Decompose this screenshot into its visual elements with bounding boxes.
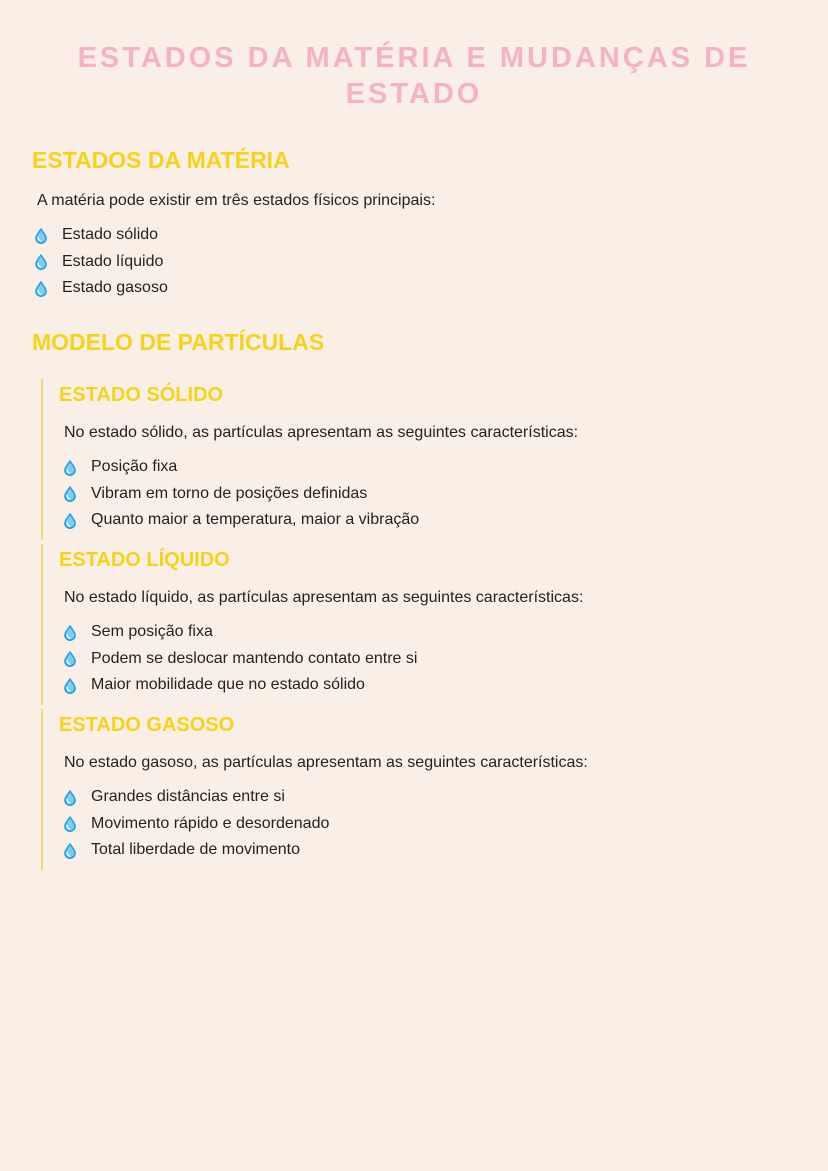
estados-intro: A matéria pode existir em três estados físicos principais: (37, 192, 436, 209)
droplet-icon (63, 512, 77, 529)
liquido-intro: No estado líquido, as partículas apresentam as seguintes características: (64, 589, 584, 606)
gasoso-list (63, 784, 329, 864)
list-item: Podem se deslocar mantendo contato entre si (63, 646, 417, 673)
solido-list (63, 454, 419, 534)
solido-intro: No estado sólido, as partículas apresentam as seguintes características: (64, 424, 579, 441)
list-item: Sem posição fixa (63, 619, 417, 646)
droplet-icon (63, 815, 77, 832)
list-item: Posição fixa (63, 454, 419, 481)
droplet-icon (63, 677, 77, 694)
droplet-icon (34, 253, 48, 270)
subsection-heading-gasoso: ESTADO GASOSO (59, 714, 235, 736)
liquido-list (63, 619, 417, 699)
section-heading-modelo: MODELO DE PARTÍCULAS (32, 329, 325, 355)
list-item: Quanto maior a temperatura, maior a vibração (63, 507, 419, 534)
droplet-icon (34, 227, 48, 244)
list-item: Total liberdade de movimento (63, 837, 329, 864)
droplet-icon (34, 280, 48, 297)
estados-list (34, 222, 168, 302)
droplet-icon (63, 842, 77, 859)
subsection-heading-liquido: ESTADO LÍQUIDO (59, 549, 230, 571)
droplet-icon (63, 650, 77, 667)
list-item: Estado gasoso (34, 275, 168, 302)
subsection-liquido (41, 544, 743, 705)
droplet-icon (63, 624, 77, 641)
subsection-gasoso (41, 709, 743, 870)
list-item: Vibram em torno de posições definidas (63, 481, 419, 508)
gasoso-intro: No estado gasoso, as partículas apresentam as seguintes características: (64, 754, 588, 771)
subsection-heading-solido: ESTADO SÓLIDO (59, 384, 224, 406)
droplet-icon (63, 485, 77, 502)
section-heading-estados: ESTADOS DA MATÉRIA (32, 147, 290, 173)
list-item: Movimento rápido e desordenado (63, 811, 329, 838)
list-item: Grandes distâncias entre si (63, 784, 329, 811)
list-item: Estado líquido (34, 249, 168, 276)
list-item: Estado sólido (34, 222, 168, 249)
droplet-icon (63, 789, 77, 806)
list-item: Maior mobilidade que no estado sólido (63, 672, 417, 699)
page-title: ESTADOS DA MATÉRIA E MUDANÇAS DE ESTADO (77, 42, 751, 110)
subsection-solido (41, 379, 743, 540)
droplet-icon (63, 459, 77, 476)
